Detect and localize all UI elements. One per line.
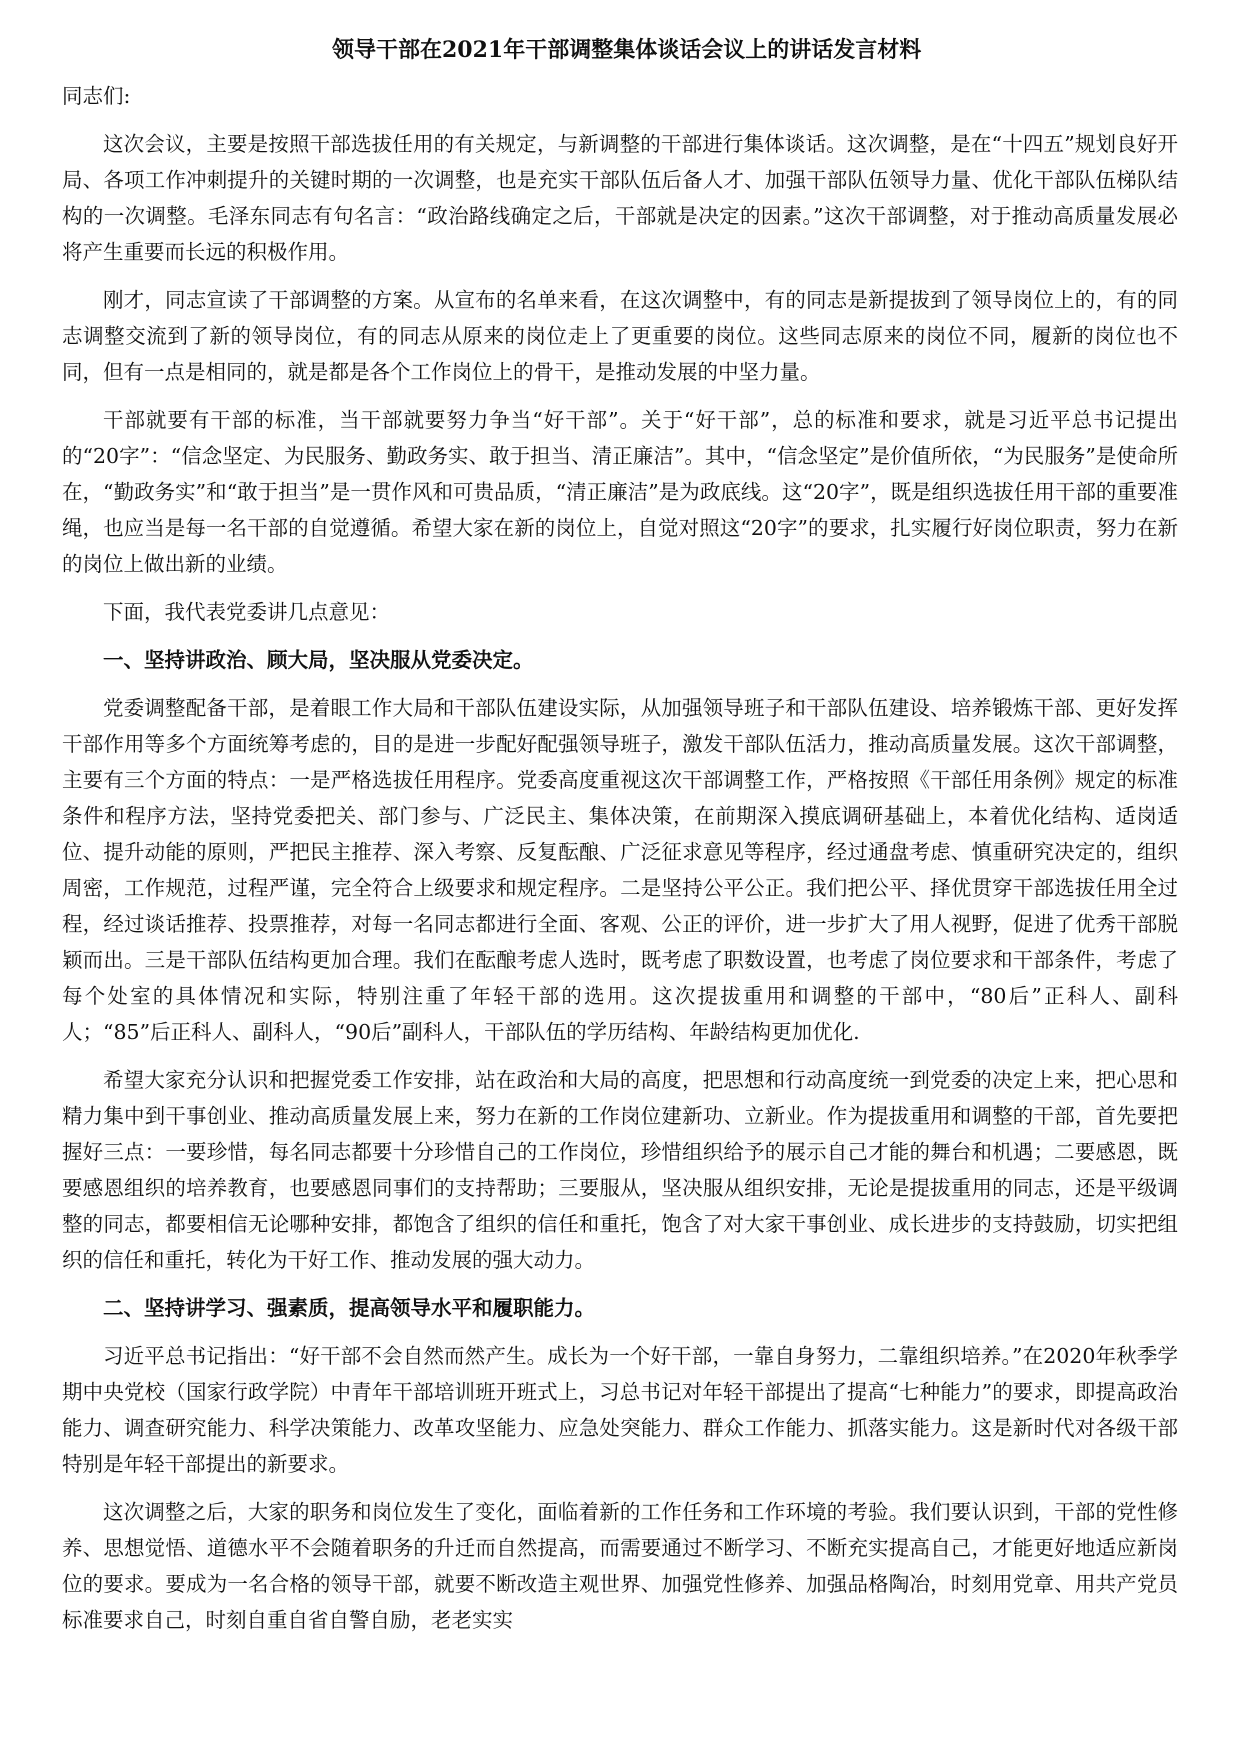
document-title: 领导干部在2021年干部调整集体谈话会议上的讲话发言材料 — [332, 37, 922, 63]
salutation: 同志们: — [62, 84, 131, 108]
section-heading-1: 一、坚持讲政治、顾大局，坚决服从党委决定。 — [103, 648, 534, 672]
paragraph-seven-abilities: 习近平总书记指出：“好干部不会自然而然产生。成长为一个好干部，一靠自身努力，二靠组织培养。”在2020年秋季学期中央党校（国家行政学院）中青年干部培训班开班式上，习总书记对年轻干部提出了提高“七种能力”的要求，即提高政治能力、调查研究能力、科学决策能力、改革攻坚能力、应急处突能力、群众工作能力、抓落实能力。这是新时代对各级干部特别是年轻干部提出的新要求。 — [62, 1344, 1178, 1476]
paragraph-expectations: 希望大家充分认识和把握党委工作安排，站在政治和大局的高度，把思想和行动高度统一到党委的决定上来，把心思和精力集中到干事创业、推动高质量发展上来，努力在新的工作岗位建新功、立新业。作为提拔重用和调整的干部，首先要把握好三点：一要珍惜，每名同志都要十分珍惜自己的工作岗位，珍惜组织给予的展示自己才能的舞台和机遇；二要感恩，既要感恩组织的培养教育，也要感恩同事们的支持帮助；三要服从，坚决服从组织安排，无论是提拔重用的同志，还是平级调整的同志，都要相信无论哪种安排，都饱含了组织的信任和重托，饱含了对大家干事创业、成长进步的支持鼓励，切实把组织的信任和重托，转化为干好工作、推动发展的强大动力。 — [62, 1068, 1178, 1272]
paragraph-adjustment-features: 党委调整配备干部，是着眼工作大局和干部队伍建设实际，从加强领导班子和干部队伍建设、培养锻炼干部、更好发挥干部作用等多个方面统筹考虑的，目的是进一步配好配强领导班子，激发干部队伍活力，推动高质量发展。这次干部调整，主要有三个方面的特点：一是严格选拔任用程序。党委高度重视这次干部调整工作，严格按照《干部任用条例》规定的标准条件和程序方法，坚持党委把关、部门参与、广泛民主、集体决策，在前期深入摸底调研基础上，本着优化结构、适岗适位、提升动能的原则，严把民主推荐、深入考察、反复酝酿、广泛征求意见等程序，经过通盘考虑、慎重研究决定的，组织周密，工作规范，过程严谨，完全符合上级要求和规定程序。二是坚持公平公正。我们把公平、择优贯穿干部选拔任用全过程，经过谈话推荐、投票推荐，对每一名同志都进行全面、客观、公正的评价，进一步扩大了用人视野，促进了优秀干部脱颖而出。三是干部队伍结构更加合理。我们在酝酿考虑人选时，既考虑了职数设置，也考虑了岗位要求和干部条件，考虑了每个处室的具体情况和实际，特别注重了年轻干部的选用。这次提拔重用和调整的干部中，“80后”正科人、副科人；“85”后正科人、副科人，“90后”副科人，干部队伍的学历结构、年龄结构更加优化. — [62, 696, 1178, 1044]
paragraph-continuous-learning: 这次调整之后，大家的职务和岗位发生了变化，面临着新的工作任务和工作环境的考验。我们要认识到，干部的党性修养、思想觉悟、道德水平不会随着职务的升迁而自然提高，而需要通过不断学习、不断充实提高自己，才能更好地适应新岗位的要求。要成为一名合格的领导干部，就要不断改造主观世界、加强党性修养、加强品格陶冶，时刻用党章、用共产党员标准要求自己，时刻自重自省自警自励，老老实实 — [62, 1500, 1178, 1632]
paragraph-intro: 这次会议，主要是按照干部选拔任用的有关规定，与新调整的干部进行集体谈话。这次调整，是在“十四五”规划良好开局、各项工作冲刺提升的关键时期的一次调整，也是充实干部队伍后备人才、加强干部队伍领导力量、优化干部队伍梯队结构的一次调整。毛泽东同志有句名言：“政治路线确定之后，干部就是决定的因素。”这次干部调整，对于推动高质量发展必将产生重要而长远的积极作用。 — [62, 132, 1178, 264]
section-heading-2: 二、坚持讲学习、强素质，提高领导水平和履职能力。 — [103, 1296, 595, 1320]
paragraph-announcement: 刚才，同志宣读了干部调整的方案。从宣布的名单来看，在这次调整中，有的同志是新提拔到了领导岗位上的，有的同志调整交流到了新的领导岗位，有的同志从原来的岗位走上了更重要的岗位。这些同志原来的岗位不同，履新的岗位也不同，但有一点是相同的，就是都是各个工作岗位上的骨干，是推动发展的中坚力量。 — [62, 288, 1178, 384]
paragraph-good-cadre-standard: 干部就要有干部的标准，当干部就要努力争当“好干部”。关于“好干部”，总的标准和要求，就是习近平总书记提出的“20字”：“信念坚定、为民服务、勤政务实、敢于担当、清正廉洁”。其中，“信念坚定”是价值所依，“为民服务”是使命所在，“勤政务实”和“敢于担当”是一贯作风和可贵品质，“清正廉洁”是为政底线。这“20字”，既是组织选拔任用干部的重要准绳，也应当是每一名干部的自觉遵循。希望大家在新的岗位上，自觉对照这“20字”的要求，扎实履行好岗位职责，努力在新的岗位上做出新的业绩。 — [62, 408, 1178, 576]
paragraph-transition: 下面，我代表党委讲几点意见： — [103, 600, 390, 624]
